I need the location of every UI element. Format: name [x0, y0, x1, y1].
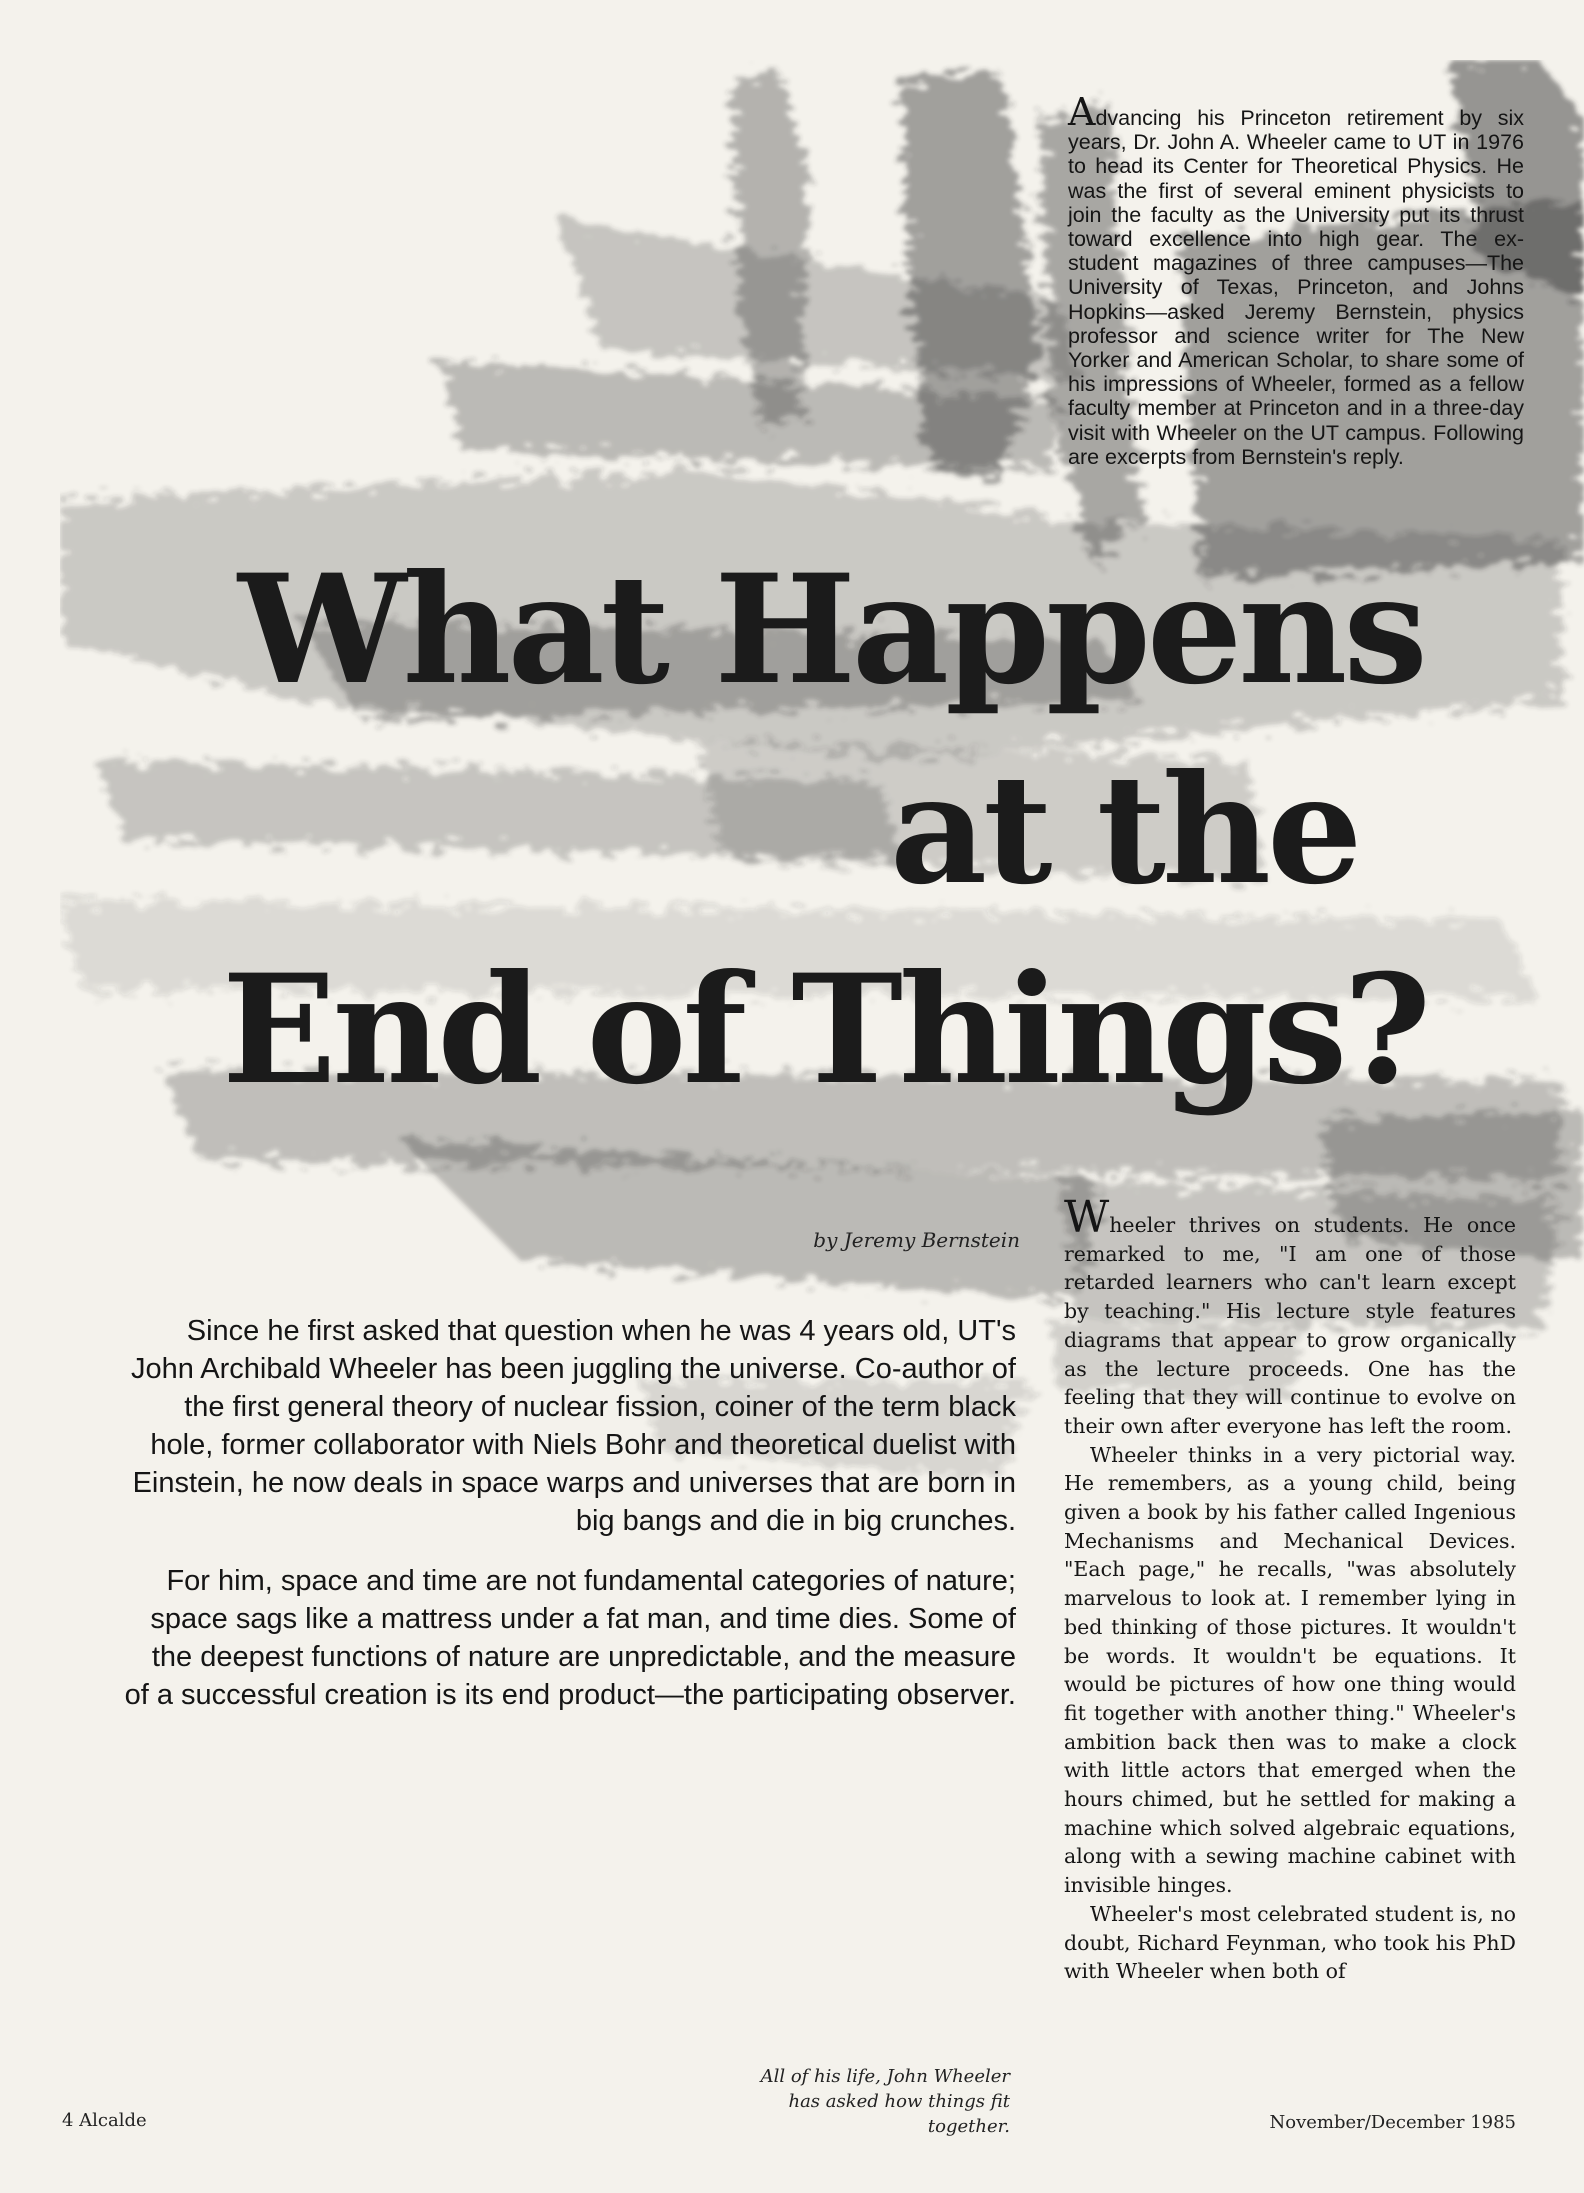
deck-summary [120, 1312, 1016, 1736]
article-headline [0, 542, 1584, 1165]
body-paragraph-3: Wheeler's most celebrated student is, no doubt, Richard Feynman, who took his PhD with Wheeler when both of [1064, 1901, 1516, 1984]
headline-line-3: End of Things? [222, 942, 1428, 1118]
deck-paragraph-1: Since he first asked that question when he was 4 years old, UT's John Archibald Wheeler has been juggling the universe. Co-author of the first general theory of nuclear fission, coiner of the term black hole, former collaborator with Niels Bohr and theoretical duelist with Einstein, he now deals in space warps and universes that are born in big bangs and die in big crunches. [130, 1315, 1016, 1537]
intro-text: dvancing his Princeton retirement by six years, Dr. John A. Wheeler came to UT in 1976 to head its Center for Theoretical Physics. He was the first of several eminent physicists to join the faculty as the University put its thrust toward excellence into high gear. The ex-student magazines of three campuses—The University of Texas, Princeton, and Johns Hopkins—asked Jeremy Bernstein, physics professor and science writer for The New Yorker and American Scholar, to share some of his impressions of Wheeler, formed as a fellow faculty member at Princeton and in a three-day visit with Wheeler on the UT campus. Following are excerpts from Bernstein's reply. [1068, 106, 1524, 469]
deck-paragraph-2: For him, space and time are not fundamental categories of nature; space sags like a mattress under a fat man, and time dies. Some of the deepest functions of nature are unpredictable, and the measure of a successful creation is its end product—the participating observer. [124, 1565, 1016, 1711]
body-paragraph-1-text: heeler thrives on students. He once remarked to me, "I am one of those retarded learners who can't learn except by teaching." His lecture style features diagrams that appear to grow organically as the lecture proceeds. One has the feeling that they will continue to evolve on their own after everyone has left the room. [1064, 1213, 1516, 1438]
intro-dropcap: A [1068, 90, 1096, 134]
issue-date: November/December 1985 [1269, 2112, 1516, 2133]
body-paragraph-1 [1064, 1192, 1516, 1441]
body-paragraph-2: Wheeler thinks in a very pictorial way. He remembers, as a young child, being given a book by his father called Ingenious Mechanisms and Mechanical Devices. "Each page," he recalls, "was absolutely marvelous to look at. I remember lying in bed thinking of those pictures. It wouldn't be words. It wouldn't be equations. It would be pictures of how one thing would fit together with another thing." Wheeler's ambition back then was to make a clock with little actors that emerged when the hours chimed, but he settled for making a machine which solved algebraic equations, along with a sewing machine cabinet with invisible hinges. [1064, 1442, 1516, 1898]
article-body [1064, 1192, 1516, 1986]
photo-caption: All of his life, John Wheeler has asked how things fit together. [760, 2066, 1010, 2137]
headline-line-2: at the [890, 742, 1359, 918]
body-dropcap: W [1064, 1192, 1110, 1243]
headline-line-1: What Happens [238, 542, 1424, 718]
byline: by Jeremy Bernstein [813, 1228, 1020, 1252]
page-folio: 4 Alcalde [62, 2110, 147, 2131]
intro-blurb [1068, 90, 1524, 469]
